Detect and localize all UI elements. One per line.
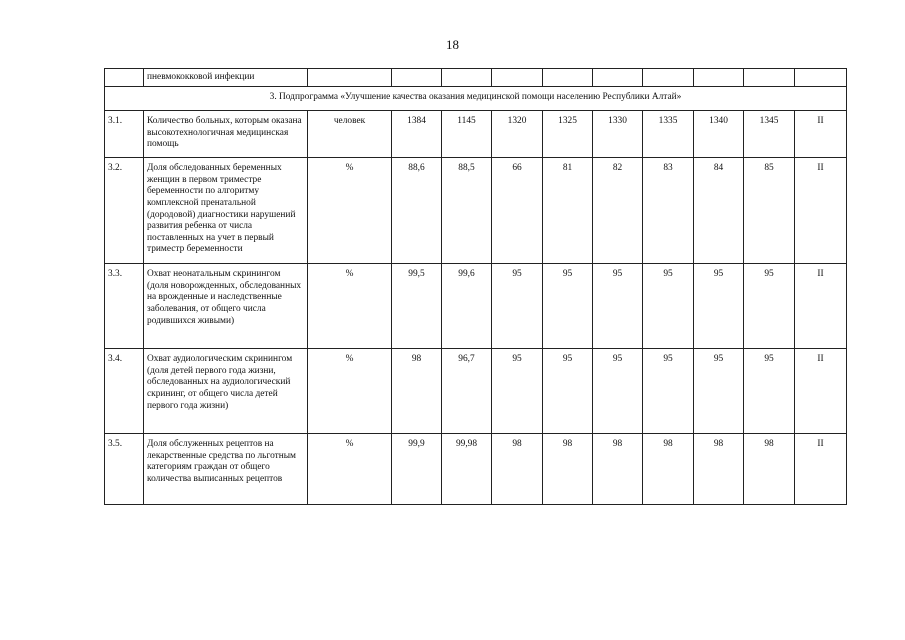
row-number: 3.2. <box>105 158 144 264</box>
indicator-value: 98 <box>744 434 795 505</box>
indicator-value: 83 <box>643 158 694 264</box>
subprogram-header-row <box>105 86 847 111</box>
indicator-value: 95 <box>593 264 643 349</box>
category-cell: II <box>795 434 847 505</box>
row-number: 3.3. <box>105 264 144 349</box>
indicator-value: 98 <box>492 434 543 505</box>
indicator-value: 1330 <box>593 111 643 158</box>
indicator-value: 88,6 <box>392 158 442 264</box>
indicator-value: 95 <box>643 349 694 434</box>
indicator-value: 95 <box>543 349 593 434</box>
indicator-value: 95 <box>744 349 795 434</box>
unit-of-measure: % <box>308 264 392 349</box>
unit-of-measure: человек <box>308 111 392 158</box>
category-cell: II <box>795 349 847 434</box>
indicator-name: Количество больных, которым оказана высокотехнологичная медицинская помощь <box>144 111 308 158</box>
unit-of-measure: % <box>308 158 392 264</box>
indicator-value: 95 <box>643 264 694 349</box>
indicator-value: 66 <box>492 158 543 264</box>
table-row <box>105 111 847 158</box>
table-row <box>105 158 847 264</box>
indicator-value: 1384 <box>392 111 442 158</box>
indicator-value: 84 <box>694 158 744 264</box>
indicator-value: 95 <box>593 349 643 434</box>
indicator-value: 95 <box>694 349 744 434</box>
indicator-name: Охват аудиологическим скринингом (доля детей первого года жизни, обследованных на аудиологический скрининг, от общего числа детей первого года жизни) <box>144 349 308 434</box>
indicator-name: Охват неонатальным скринингом (доля новорожденных, обследованных на врожденные и наследственные заболевания, от общего числа родившихся живыми) <box>144 264 308 349</box>
indicator-value: 98 <box>392 349 442 434</box>
row-number: 3.4. <box>105 349 144 434</box>
indicator-value: 82 <box>593 158 643 264</box>
indicators-table <box>104 68 847 505</box>
indicator-value: 85 <box>744 158 795 264</box>
indicator-value: 98 <box>543 434 593 505</box>
indicator-value: 98 <box>643 434 694 505</box>
category-cell: II <box>795 264 847 349</box>
indicator-value: 1320 <box>492 111 543 158</box>
cell-name: пневмококковой инфекции <box>144 69 308 87</box>
indicator-name: Доля обслуженных рецептов на лекарственные средства по льготным категориям граждан от общего количества выписанных рецептов <box>144 434 308 505</box>
cell-num <box>105 69 144 87</box>
indicator-value: 1325 <box>543 111 593 158</box>
indicator-value: 99,6 <box>442 264 492 349</box>
indicator-value: 81 <box>543 158 593 264</box>
indicator-value: 95 <box>694 264 744 349</box>
category-cell: II <box>795 158 847 264</box>
indicator-value: 95 <box>543 264 593 349</box>
indicator-value: 95 <box>492 349 543 434</box>
indicator-value: 99,5 <box>392 264 442 349</box>
indicator-value: 95 <box>744 264 795 349</box>
indicator-value: 99,9 <box>392 434 442 505</box>
indicator-value: 95 <box>492 264 543 349</box>
indicator-value: 1345 <box>744 111 795 158</box>
page-number: 18 <box>446 37 459 52</box>
indicator-value: 98 <box>593 434 643 505</box>
indicator-value: 88,5 <box>442 158 492 264</box>
row-number: 3.1. <box>105 111 144 158</box>
indicator-value: 1335 <box>643 111 694 158</box>
table-row <box>105 434 847 505</box>
subprogram-title: 3. Подпрограмма «Улучшение качества оказания медицинской помощи населению Республики Алтай» <box>105 86 847 111</box>
indicator-value: 1145 <box>442 111 492 158</box>
table-row <box>105 264 847 349</box>
indicator-value: 1340 <box>694 111 744 158</box>
indicator-name: Доля обследованных беременных женщин в первом триместре беременности по алгоритму комплексной пренатальной (дородовой) диагностики нарушений развития ребенка от числа поставленных на учет в первый триместр беременности <box>144 158 308 264</box>
unit-of-measure: % <box>308 434 392 505</box>
row-number: 3.5. <box>105 434 144 505</box>
indicator-value: 98 <box>694 434 744 505</box>
table-row <box>105 349 847 434</box>
indicator-value: 96,7 <box>442 349 492 434</box>
indicator-value: 99,98 <box>442 434 492 505</box>
category-cell: II <box>795 111 847 158</box>
continuation-row <box>105 69 847 87</box>
unit-of-measure: % <box>308 349 392 434</box>
